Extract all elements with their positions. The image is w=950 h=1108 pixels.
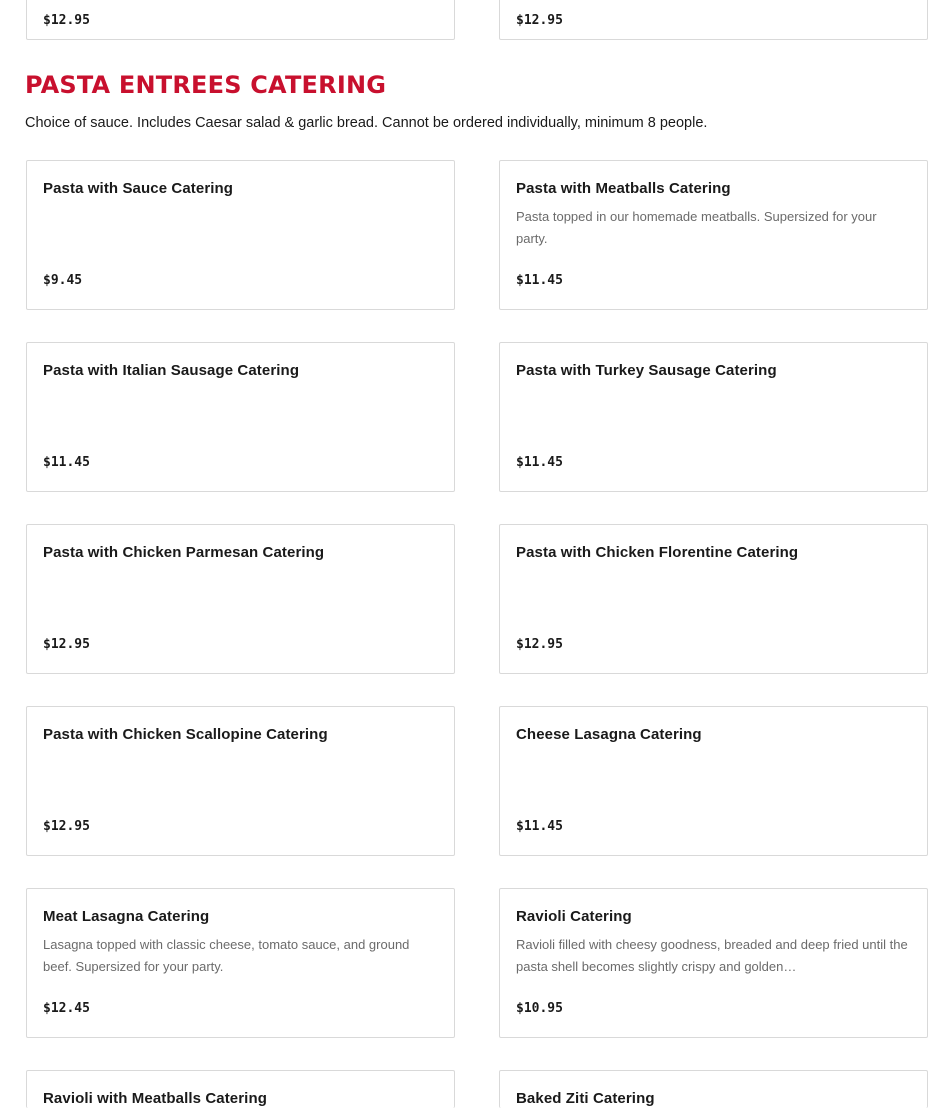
- item-description: Pasta topped in our homemade meatballs. Supersized for your party.: [516, 209, 877, 246]
- menu-item-card[interactable]: [499, 524, 928, 674]
- menu-item-card[interactable]: [26, 342, 455, 492]
- item-description: Lasagna topped with classic cheese, tomato sauce, and ground beef. Supersized for your party.: [43, 937, 410, 974]
- item-name: Pasta with Chicken Parmesan Catering: [43, 544, 325, 561]
- item-name: Pasta with Sauce Catering: [43, 180, 234, 197]
- section-title: PASTA ENTREES CATERING: [25, 71, 387, 99]
- menu-item-card[interactable]: [26, 0, 455, 40]
- item-name: Pasta with Italian Sausage Catering: [43, 362, 300, 379]
- menu-item-card[interactable]: [499, 888, 928, 1038]
- item-name: Meat Lasagna Catering: [43, 908, 210, 925]
- item-name: Pasta with Turkey Sausage Catering: [516, 362, 777, 379]
- item-price: $12.45: [43, 1001, 90, 1016]
- item-name: Baked Ziti Catering: [516, 1090, 655, 1107]
- menu-item-card[interactable]: [499, 706, 928, 856]
- item-name: Pasta with Chicken Florentine Catering: [516, 544, 799, 561]
- menu-item-card[interactable]: [499, 160, 928, 310]
- item-price: $12.95: [43, 819, 90, 834]
- item-name: Pasta with Meatballs Catering: [516, 180, 731, 197]
- item-price: $12.95: [43, 13, 90, 28]
- menu-item-card[interactable]: [26, 1070, 455, 1108]
- section-description: Choice of sauce. Includes Caesar salad & garlic bread. Cannot be ordered individually, minimum 8 people.: [25, 115, 708, 131]
- item-name: Pasta with Chicken Scallopine Catering: [43, 726, 328, 743]
- menu-item-card[interactable]: [499, 1070, 928, 1108]
- item-name: Cheese Lasagna Catering: [516, 726, 702, 743]
- item-price: $11.45: [516, 819, 563, 834]
- item-price: $12.95: [516, 13, 563, 28]
- item-price: $10.95: [516, 1001, 563, 1016]
- item-price: $11.45: [516, 273, 563, 288]
- item-description: Ravioli filled with cheesy goodness, breaded and deep fried until the pasta shell becomes slightly crispy and golden…: [516, 937, 908, 974]
- item-price: $12.95: [43, 637, 90, 652]
- menu-item-card[interactable]: [26, 160, 455, 310]
- item-price: $12.95: [516, 637, 563, 652]
- menu-item-card[interactable]: [26, 706, 455, 856]
- item-price: $11.45: [516, 455, 563, 470]
- menu-item-card[interactable]: [26, 888, 455, 1038]
- item-price: $9.45: [43, 273, 83, 288]
- item-name: Ravioli with Meatballs Catering: [43, 1090, 267, 1107]
- menu-item-card[interactable]: [499, 0, 928, 40]
- item-price: $11.45: [43, 455, 90, 470]
- menu-item-card[interactable]: [499, 342, 928, 492]
- item-name: Ravioli Catering: [516, 908, 632, 925]
- menu-item-card[interactable]: [26, 524, 455, 674]
